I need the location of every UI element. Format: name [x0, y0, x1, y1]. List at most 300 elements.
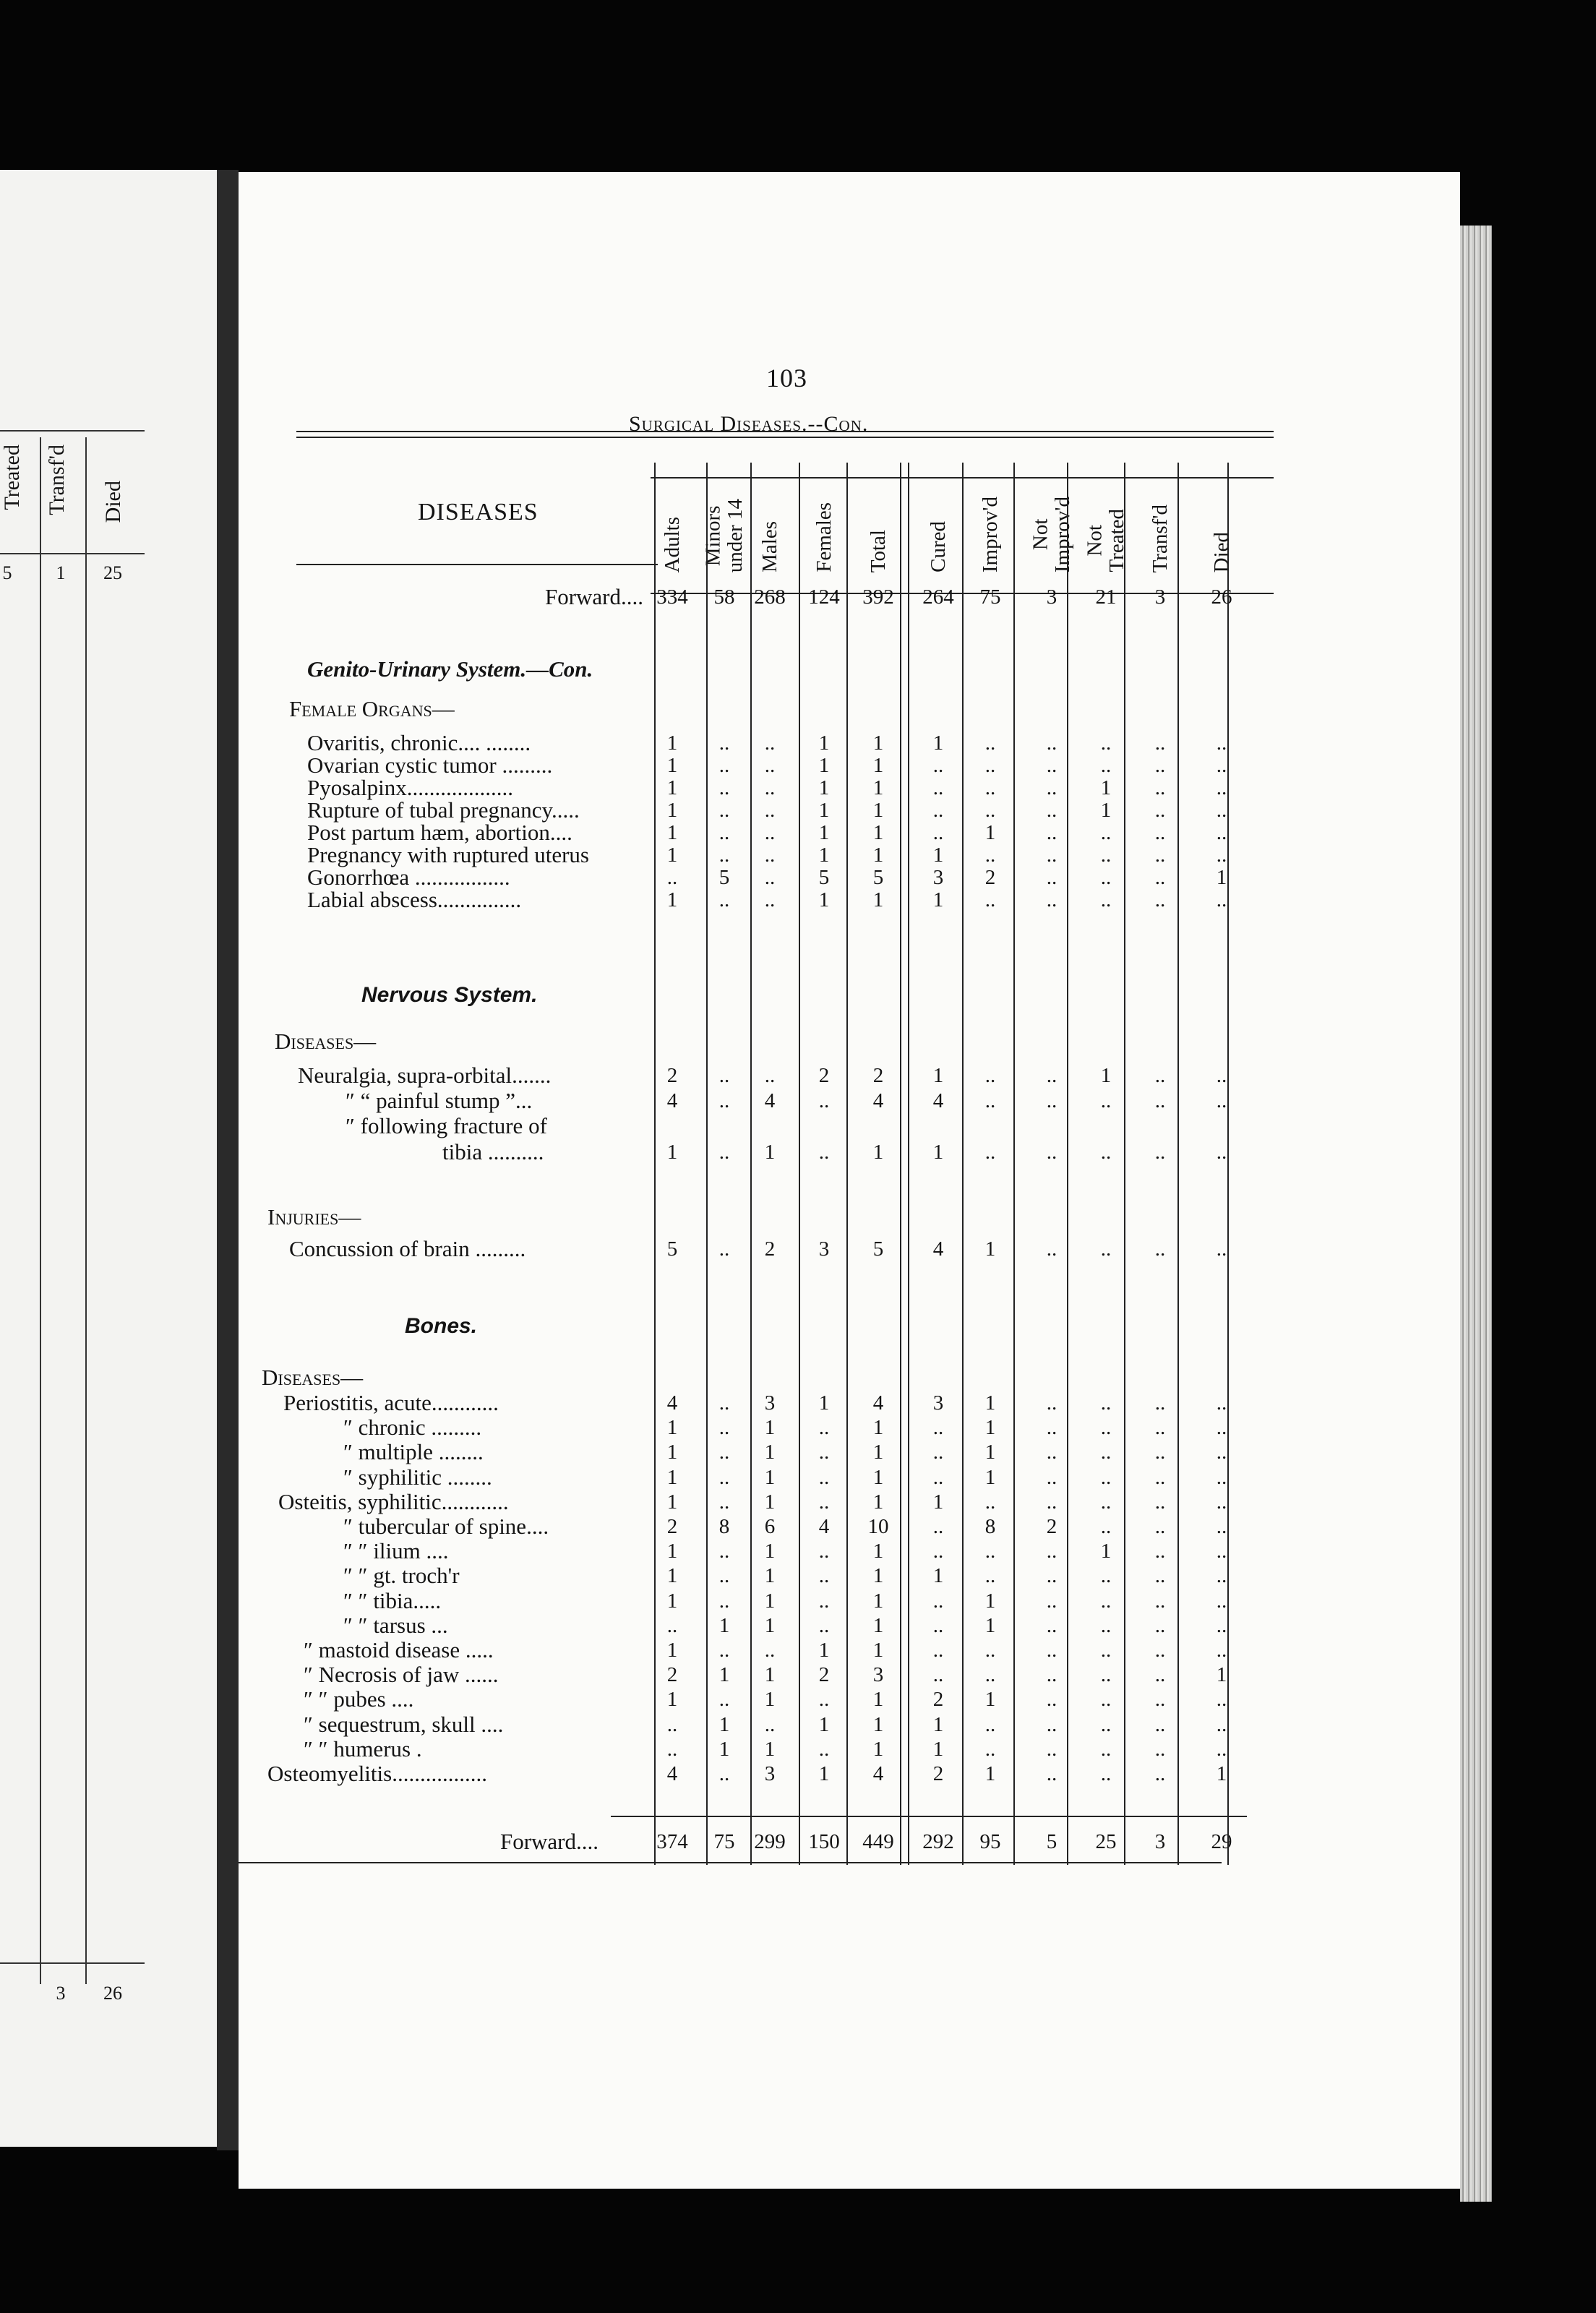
- column-rule: [846, 463, 848, 1865]
- cell-transferred: ..: [1154, 1064, 1166, 1087]
- cell-cured: 2: [932, 1688, 944, 1712]
- cell-cured: 3: [932, 1391, 944, 1415]
- cell-transferred: ..: [1154, 1639, 1166, 1662]
- cell-died: ..: [1216, 1064, 1227, 1087]
- column-header-label: Males: [758, 521, 781, 572]
- cell-not_treated: 1: [1100, 799, 1112, 822]
- cell-cured: 2: [932, 1762, 944, 1785]
- cell-not_improved: ..: [1046, 754, 1057, 777]
- cell-not_improved: ..: [1046, 776, 1057, 799]
- cell-transferred: ..: [1154, 1540, 1166, 1563]
- cell-adults: 1: [666, 776, 678, 799]
- cell-not_treated: ..: [1100, 1515, 1112, 1538]
- cell-died: ..: [1216, 1089, 1227, 1112]
- cell-died: ..: [1216, 1237, 1227, 1261]
- cell-males: 1: [764, 1490, 776, 1514]
- cell-died: ..: [1216, 1441, 1227, 1464]
- cell-adults: 2: [666, 1064, 678, 1087]
- cell-transferred: ..: [1154, 1712, 1166, 1736]
- cell-males: ..: [764, 799, 776, 822]
- cell-transferred: ..: [1154, 1564, 1166, 1588]
- left-footer-transferred: 3: [56, 1983, 66, 2004]
- column-rule: [654, 463, 656, 1865]
- cell-females: ..: [818, 1490, 830, 1514]
- cell-died: ..: [1216, 1391, 1227, 1415]
- cell-minors: ..: [718, 776, 730, 799]
- cell-adults: 1: [666, 754, 678, 777]
- row-label: ″ ″ tibia.....: [343, 1587, 442, 1613]
- cell-transferred: ..: [1154, 1515, 1166, 1538]
- cell-minors: ..: [718, 1141, 730, 1164]
- row-label: Pyosalpinx...................: [307, 775, 514, 800]
- section-heading-bones: Bones.: [405, 1314, 478, 1338]
- cell-not_improved: ..: [1046, 844, 1057, 867]
- cell-cured: ..: [932, 1515, 944, 1538]
- cell-not_treated: ..: [1100, 1639, 1112, 1662]
- column-header-females: [799, 463, 849, 578]
- cell-died: ..: [1216, 1540, 1227, 1563]
- cell-males: 6: [764, 1515, 776, 1538]
- cell-improved: ..: [984, 799, 996, 822]
- cell-minors: 1: [718, 1663, 730, 1687]
- cell-transferred: ..: [1154, 1141, 1166, 1164]
- column-header-not_improved: [1026, 463, 1077, 578]
- cell-transferred: ..: [1154, 1589, 1166, 1613]
- cell-transferred: ..: [1154, 1089, 1166, 1112]
- cell-females: 1: [818, 888, 830, 911]
- cell-died: ..: [1216, 1712, 1227, 1736]
- cell-transferred: ..: [1154, 776, 1166, 799]
- row-label: ″ ″ tarsus ...: [343, 1612, 448, 1638]
- cell-improved: 1: [984, 1416, 996, 1440]
- cell-cured: ..: [932, 1416, 944, 1440]
- cell-males: 1: [764, 1613, 776, 1637]
- cell-females: ..: [818, 1540, 830, 1563]
- cell-cured: ..: [932, 1663, 944, 1687]
- cell-improved: 1: [984, 1762, 996, 1785]
- cell-minors: 58: [713, 585, 735, 609]
- cell-minors: ..: [718, 1416, 730, 1440]
- cell-not_improved: ..: [1046, 866, 1057, 889]
- cell-transferred: ..: [1154, 1737, 1166, 1761]
- column-rule: [1227, 463, 1229, 1865]
- cell-died: ..: [1216, 1564, 1227, 1588]
- cell-adults: 1: [666, 1564, 678, 1588]
- cell-cured: ..: [932, 1540, 944, 1563]
- column-header-label: Total: [866, 529, 890, 572]
- cell-adults: 1: [666, 799, 678, 822]
- cell-total: 2: [872, 1064, 884, 1087]
- cell-males: ..: [764, 731, 776, 755]
- left-col-rule: [85, 437, 87, 1984]
- column-header-label: Cured: [926, 521, 950, 572]
- cell-not_improved: ..: [1046, 1613, 1057, 1637]
- cell-not_treated: 21: [1095, 585, 1117, 609]
- row-label: ″ syphilitic ........: [343, 1464, 492, 1490]
- cell-total: 1: [872, 1540, 884, 1563]
- row-label: Osteomyelitis.................: [267, 1761, 487, 1786]
- cell-not_improved: ..: [1046, 1762, 1057, 1785]
- row-label: Gonorrhœa .................: [307, 864, 510, 890]
- cell-males: 3: [764, 1391, 776, 1415]
- row-label: ″ Necrosis of jaw ......: [304, 1662, 499, 1688]
- cell-total: 1: [872, 799, 884, 822]
- cell-not_improved: ..: [1046, 1064, 1057, 1087]
- cell-improved: 75: [979, 585, 1001, 609]
- cell-total: 392: [862, 585, 894, 609]
- cell-died: ..: [1216, 731, 1227, 755]
- column-header-total: [853, 463, 904, 578]
- cell-females: 124: [808, 585, 840, 609]
- row-label: ″ “ painful stump ”...: [346, 1088, 533, 1113]
- cell-males: 1: [764, 1416, 776, 1440]
- cell-males: ..: [764, 844, 776, 867]
- cell-males: 1: [764, 1663, 776, 1687]
- cell-minors: ..: [718, 1540, 730, 1563]
- cell-total: 1: [872, 1589, 884, 1613]
- cell-minors: 5: [718, 866, 730, 889]
- cell-adults: ..: [666, 1613, 678, 1637]
- left-page-rule: [0, 553, 145, 554]
- cell-males: ..: [764, 754, 776, 777]
- cell-improved: ..: [984, 844, 996, 867]
- row-label: ″ tubercular of spine....: [343, 1514, 549, 1539]
- cell-died: 26: [1211, 585, 1232, 609]
- cell-not_treated: ..: [1100, 1416, 1112, 1440]
- cell-adults: 4: [666, 1089, 678, 1112]
- cell-females: 1: [818, 1639, 830, 1662]
- column-header-died: [1196, 463, 1247, 578]
- cell-cured: 1: [932, 731, 944, 755]
- document-page: [239, 172, 1460, 2189]
- cell-females: 1: [818, 1762, 830, 1785]
- group-heading-injuries: Injuries—: [267, 1204, 361, 1230]
- cell-cured: 1: [932, 1490, 944, 1514]
- cell-adults: 5: [666, 1237, 678, 1261]
- cell-minors: 8: [718, 1515, 730, 1538]
- column-header-label: Not Treated: [1083, 509, 1128, 572]
- cell-total: 1: [872, 776, 884, 799]
- cell-died: 1: [1216, 1762, 1227, 1785]
- cell-males: ..: [764, 1712, 776, 1736]
- column-rule: [900, 463, 901, 1865]
- cell-total: 4: [872, 1762, 884, 1785]
- cell-cured: 1: [932, 1564, 944, 1588]
- row-label: ″ ″ ilium ....: [343, 1538, 449, 1564]
- cell-transferred: ..: [1154, 888, 1166, 911]
- cell-not_treated: ..: [1100, 1490, 1112, 1514]
- cell-improved: 1: [984, 1589, 996, 1613]
- cell-adults: 4: [666, 1762, 678, 1785]
- cell-improved: ..: [984, 1564, 996, 1588]
- cell-not_improved: ..: [1046, 1141, 1057, 1164]
- column-rule: [1124, 463, 1125, 1865]
- cell-minors: ..: [718, 1688, 730, 1712]
- cell-total: 1: [872, 1416, 884, 1440]
- row-label: Ovarian cystic tumor .........: [307, 752, 553, 778]
- cell-not_improved: 2: [1046, 1515, 1057, 1538]
- cell-minors: ..: [718, 799, 730, 822]
- cell-improved: ..: [984, 1490, 996, 1514]
- cell-improved: ..: [984, 1639, 996, 1662]
- row-label: Post partum hæm, abortion....: [307, 820, 572, 845]
- row-label: tibia ..........: [442, 1139, 544, 1164]
- cell-cured: 4: [932, 1237, 944, 1261]
- cell-males: 3: [764, 1762, 776, 1785]
- cell-adults: 334: [656, 585, 688, 609]
- column-header-label: Minors under 14: [701, 498, 747, 572]
- cell-total: 1: [872, 1490, 884, 1514]
- cell-cured: 264: [922, 585, 954, 609]
- row-label: Concussion of brain .........: [289, 1236, 526, 1261]
- cell-transferred: ..: [1154, 799, 1166, 822]
- left-header-died: Died: [101, 481, 125, 523]
- cell-not_improved: 3: [1046, 585, 1057, 609]
- cell-adults: 1: [666, 888, 678, 911]
- cell-not_improved: ..: [1046, 1589, 1057, 1613]
- cell-total: 4: [872, 1089, 884, 1112]
- cell-improved: 1: [984, 1441, 996, 1464]
- cell-not_treated: ..: [1100, 1688, 1112, 1712]
- cell-not_improved: ..: [1046, 1416, 1057, 1440]
- cell-not_improved: ..: [1046, 1391, 1057, 1415]
- row-label: Rupture of tubal pregnancy.....: [307, 797, 580, 823]
- cell-improved: 1: [984, 1613, 996, 1637]
- cell-minors: ..: [718, 1064, 730, 1087]
- cell-minors: ..: [718, 888, 730, 911]
- cell-transferred: ..: [1154, 1762, 1166, 1785]
- cell-males: 4: [764, 1089, 776, 1112]
- cell-died: ..: [1216, 1589, 1227, 1613]
- cell-transferred: ..: [1154, 1613, 1166, 1637]
- cell-died: 1: [1216, 866, 1227, 889]
- column-rule: [908, 463, 909, 1865]
- cell-transferred: ..: [1154, 731, 1166, 755]
- cell-transferred: ..: [1154, 1688, 1166, 1712]
- cell-improved: ..: [984, 776, 996, 799]
- cell-not_treated: ..: [1100, 888, 1112, 911]
- row-label: ″ ″ humerus .: [304, 1735, 422, 1761]
- cell-not_treated: 25: [1095, 1830, 1117, 1853]
- cell-cured: ..: [932, 1639, 944, 1662]
- column-rule: [706, 463, 708, 1865]
- cell-not_treated: ..: [1100, 1237, 1112, 1261]
- left-forward-transferred: 1: [56, 562, 66, 583]
- cell-total: 1: [872, 731, 884, 755]
- cell-died: ..: [1216, 754, 1227, 777]
- column-header-label: Died: [1209, 531, 1233, 572]
- cell-minors: ..: [718, 1465, 730, 1489]
- cell-minors: ..: [718, 1564, 730, 1588]
- group-heading-diseases-bones: Diseases—: [262, 1365, 364, 1390]
- cell-minors: ..: [718, 821, 730, 844]
- cell-males: ..: [764, 821, 776, 844]
- column-rule: [962, 463, 964, 1865]
- cell-died: ..: [1216, 1688, 1227, 1712]
- cell-females: 1: [818, 1712, 830, 1736]
- group-heading-diseases: Diseases—: [275, 1029, 377, 1054]
- cell-not_treated: ..: [1100, 1589, 1112, 1613]
- cell-total: 1: [872, 844, 884, 867]
- cell-improved: 8: [984, 1515, 996, 1538]
- cell-males: ..: [764, 888, 776, 911]
- row-label: ″ ″ gt. troch'r: [343, 1563, 460, 1589]
- row-label: Pregnancy with ruptured uterus: [307, 842, 589, 867]
- cell-died: ..: [1216, 888, 1227, 911]
- column-rule: [1177, 463, 1179, 1865]
- cell-not_improved: ..: [1046, 1490, 1057, 1514]
- cell-adults: 1: [666, 1141, 678, 1164]
- cell-improved: 1: [984, 1465, 996, 1489]
- cell-males: 1: [764, 1441, 776, 1464]
- cell-not_treated: ..: [1100, 1613, 1112, 1637]
- cell-improved: ..: [984, 754, 996, 777]
- cell-cured: ..: [932, 754, 944, 777]
- cell-females: 1: [818, 844, 830, 867]
- cell-improved: ..: [984, 1540, 996, 1563]
- cell-cured: ..: [932, 821, 944, 844]
- cell-females: 4: [818, 1515, 830, 1538]
- cell-females: 1: [818, 1391, 830, 1415]
- cell-minors: ..: [718, 731, 730, 755]
- cell-cured: 1: [932, 888, 944, 911]
- cell-males: 1: [764, 1589, 776, 1613]
- cell-not_improved: ..: [1046, 1712, 1057, 1736]
- cell-females: 5: [818, 866, 830, 889]
- left-header-transferred: Transf'd: [45, 445, 69, 515]
- cell-adults: 1: [666, 1589, 678, 1613]
- cell-adults: 1: [666, 1540, 678, 1563]
- cell-transferred: ..: [1154, 1237, 1166, 1261]
- cell-total: 1: [872, 888, 884, 911]
- cell-minors: ..: [718, 1639, 730, 1662]
- cell-transferred: ..: [1154, 1465, 1166, 1489]
- cell-not_improved: ..: [1046, 1639, 1057, 1662]
- cell-minors: ..: [718, 1237, 730, 1261]
- cell-females: 1: [818, 799, 830, 822]
- cell-not_treated: ..: [1100, 754, 1112, 777]
- cell-adults: 1: [666, 1441, 678, 1464]
- cell-females: ..: [818, 1465, 830, 1489]
- row-label: ″ chronic .........: [343, 1415, 482, 1441]
- left-forward-died: 25: [103, 562, 122, 583]
- cell-females: ..: [818, 1416, 830, 1440]
- cell-not_improved: ..: [1046, 799, 1057, 822]
- cell-minors: ..: [718, 844, 730, 867]
- cell-transferred: 3: [1154, 1830, 1166, 1853]
- cell-transferred: ..: [1154, 866, 1166, 889]
- cell-not_treated: ..: [1100, 1564, 1112, 1588]
- cell-not_improved: ..: [1046, 1089, 1057, 1112]
- cell-improved: 2: [984, 866, 996, 889]
- left-col-rule: [40, 437, 41, 1984]
- cell-transferred: ..: [1154, 1391, 1166, 1415]
- cell-total: 1: [872, 1613, 884, 1637]
- cell-females: ..: [818, 1089, 830, 1112]
- cell-not_treated: ..: [1100, 844, 1112, 867]
- top-rule-double: [296, 437, 1274, 438]
- cell-died: ..: [1216, 1141, 1227, 1164]
- cell-total: 1: [872, 1441, 884, 1464]
- cell-females: ..: [818, 1141, 830, 1164]
- cell-adults: ..: [666, 1737, 678, 1761]
- cell-adults: 1: [666, 1416, 678, 1440]
- row-label: ″ sequestrum, skull ....: [304, 1711, 504, 1737]
- cell-not_improved: ..: [1046, 1441, 1057, 1464]
- cell-males: 1: [764, 1141, 776, 1164]
- cell-not_improved: 5: [1046, 1830, 1057, 1853]
- cell-total: 3: [872, 1663, 884, 1687]
- cell-improved: ..: [984, 1663, 996, 1687]
- cell-transferred: ..: [1154, 821, 1166, 844]
- page-edges: [1460, 226, 1492, 2202]
- cell-died: ..: [1216, 1465, 1227, 1489]
- cell-adults: ..: [666, 1712, 678, 1736]
- cell-minors: 1: [718, 1613, 730, 1637]
- cell-total: 1: [872, 1688, 884, 1712]
- column-header-label: Improv'd: [978, 496, 1002, 572]
- cell-females: ..: [818, 1589, 830, 1613]
- cell-cured: ..: [932, 1613, 944, 1637]
- cell-cured: 4: [932, 1089, 944, 1112]
- cell-cured: 3: [932, 866, 944, 889]
- cell-not_improved: ..: [1046, 1564, 1057, 1588]
- cell-improved: 1: [984, 1688, 996, 1712]
- column-rule: [1067, 463, 1068, 1865]
- cell-total: 1: [872, 821, 884, 844]
- cell-died: ..: [1216, 1416, 1227, 1440]
- cell-total: 1: [872, 1141, 884, 1164]
- section-heading-nervous-system: Nervous System.: [361, 983, 538, 1007]
- group-heading-female-organs: Female Organs—: [289, 696, 455, 721]
- cell-not_treated: 1: [1100, 1064, 1112, 1087]
- column-header-label: Adults: [660, 516, 684, 572]
- cell-cured: ..: [932, 1465, 944, 1489]
- cell-not_improved: ..: [1046, 1737, 1057, 1761]
- page-title: Surgical Diseases.--Con.: [629, 412, 869, 436]
- page-number: 103: [766, 364, 807, 392]
- cell-died: ..: [1216, 1737, 1227, 1761]
- cell-improved: ..: [984, 1737, 996, 1761]
- top-rule: [296, 431, 1274, 432]
- cell-adults: 1: [666, 731, 678, 755]
- cell-males: 1: [764, 1688, 776, 1712]
- cell-not_treated: ..: [1100, 1141, 1112, 1164]
- cell-adults: 2: [666, 1515, 678, 1538]
- cell-not_treated: ..: [1100, 1089, 1112, 1112]
- cell-not_treated: ..: [1100, 1712, 1112, 1736]
- column-header-label: Females: [812, 502, 836, 572]
- cell-not_improved: ..: [1046, 1237, 1057, 1261]
- previous-page-fragment: [0, 170, 217, 2147]
- cell-minors: ..: [718, 1391, 730, 1415]
- row-label: ″ ″ pubes ....: [304, 1686, 414, 1712]
- row-label: ″ following fracture of: [346, 1113, 547, 1138]
- cell-died: ..: [1216, 776, 1227, 799]
- cell-total: 1: [872, 1737, 884, 1761]
- cell-improved: ..: [984, 731, 996, 755]
- cell-cured: ..: [932, 1441, 944, 1464]
- cell-not_treated: 1: [1100, 776, 1112, 799]
- cell-adults: 2: [666, 1663, 678, 1687]
- bottom-rule: [239, 1862, 1222, 1863]
- cell-not_treated: ..: [1100, 1391, 1112, 1415]
- cell-males: 1: [764, 1564, 776, 1588]
- cell-minors: ..: [718, 1490, 730, 1514]
- column-header-label: Not Improv'd: [1029, 496, 1074, 572]
- cell-not_improved: ..: [1046, 1465, 1057, 1489]
- cell-males: 299: [754, 1830, 786, 1853]
